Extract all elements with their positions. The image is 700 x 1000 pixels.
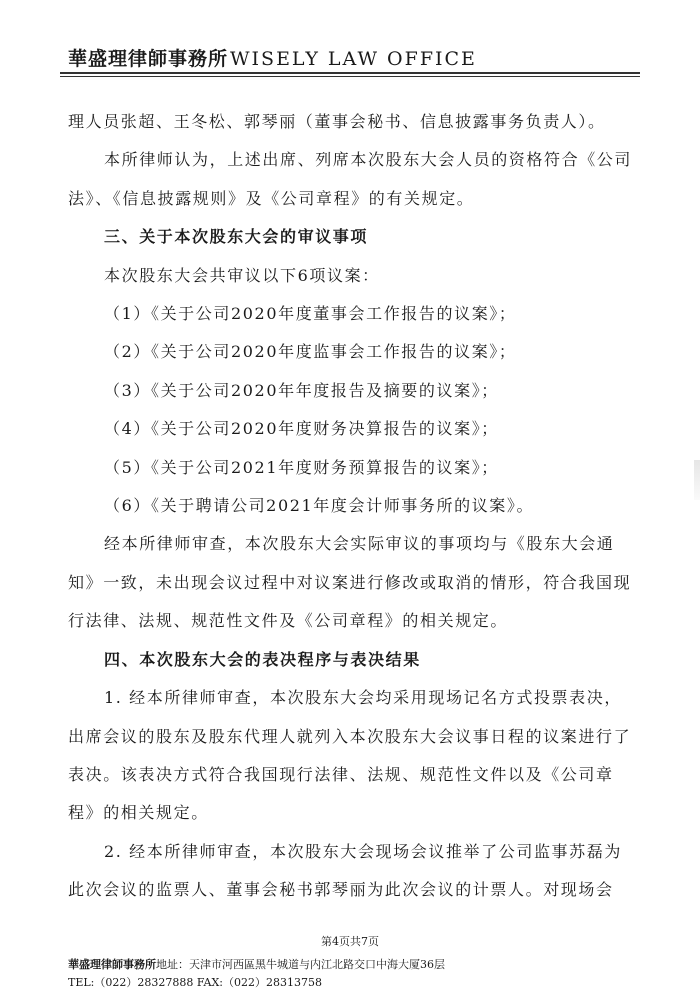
footer-address-text: 地址：天津市河西區黑牛城道与内江北路交口中海大厦36层 xyxy=(156,958,445,971)
motion-item-1: （1）《关于公司2020年度董事会工作报告的议案》； xyxy=(104,304,517,324)
firm-name-cn: 華盛理律師事務所 xyxy=(68,48,229,70)
section-heading-3: 三、关于本次股东大会的审议事项 xyxy=(104,227,369,247)
scan-edge-mark xyxy=(694,460,700,500)
letterhead xyxy=(68,44,477,71)
footer-firm-name: 華盛理律師事務所 xyxy=(68,958,156,971)
motion-item-2: （2）《关于公司2020年度监事会工作报告的议案》； xyxy=(104,342,517,362)
firm-name-en: WISELY LAW OFFICE xyxy=(230,48,477,70)
paragraph-scrutineers: 2. 经本所律师审查，本次股东大会现场会议推举了公司监事苏磊为此次会议的监票人、董事会秘书郭琴丽为此次会议的计票人。对现场会 xyxy=(68,841,622,900)
paragraph-motion-count: 本次股东大会共审议以下6项议案： xyxy=(104,265,380,285)
motion-item-6: （6）《关于聘请公司2021年度会计师事务所的议案》。 xyxy=(104,496,535,516)
page-number: 第4页共7页 xyxy=(321,935,379,948)
paragraph-attendees-cont: 理人员张超、王冬松、郭琴丽（董事会秘书、信息披露事务负责人）。 xyxy=(68,112,606,131)
paragraph-qualification-opinion: 本所律师认为，上述出席、列席本次股东大会人员的资格符合《公司法》、《信息披露规则》及《公司章程》的有关规定。 xyxy=(68,150,633,208)
motion-item-3: （3）《关于公司2020年年度报告及摘要的议案》； xyxy=(104,380,499,400)
footer-contact: TEL:（022）28327888 FAX:（022）28313758 xyxy=(68,976,322,989)
header-divider xyxy=(60,72,640,77)
paragraph-voting-method: 1. 经本所律师审查，本次股东大会均采用现场记名方式投票表决，出席会议的股东及股东代理人就列入本次股东大会议事日程的议案进行了表决。该表决方式符合我国现行法律、法规、规范性文件以及《公司章程》的相关规定。 xyxy=(68,688,632,823)
document-body xyxy=(68,103,634,910)
motion-item-5: （5）《关于公司2021年度财务预算报告的议案》； xyxy=(104,457,499,477)
footer-address xyxy=(68,956,445,972)
paragraph-review-opinion: 经本所律师审查，本次股东大会实际审议的事项均与《股东大会通知》一致，未出现会议过程中对议案进行修改或取消的情形，符合我国现行法律、法规、规范性文件及《公司章程》的相关规定。 xyxy=(68,534,632,631)
section-heading-4: 四、本次股东大会的表决程序与表决结果 xyxy=(104,649,421,669)
motion-item-4: （4）《关于公司2020年度财务决算报告的议案》； xyxy=(104,419,499,439)
